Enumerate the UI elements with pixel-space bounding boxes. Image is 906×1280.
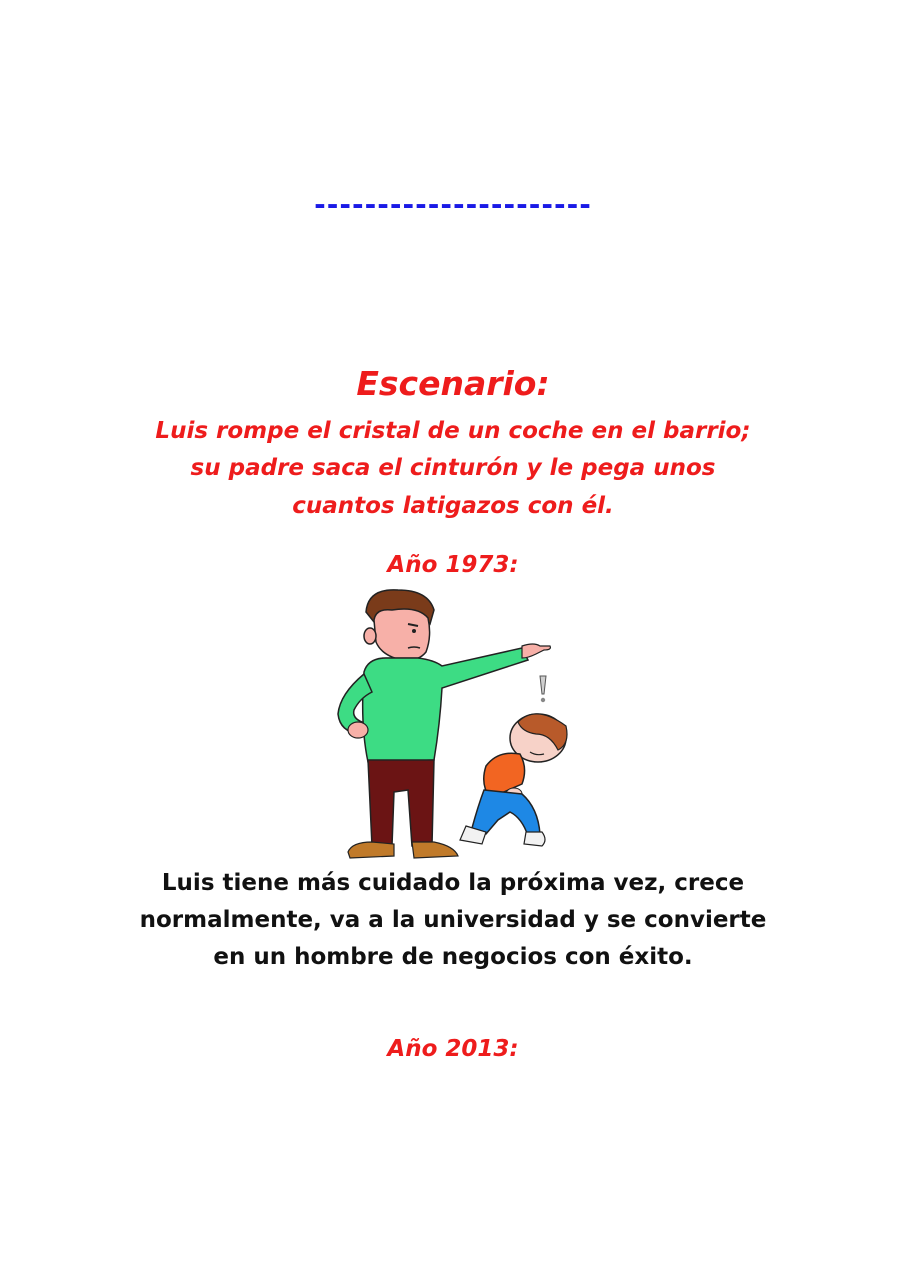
scenario-line-3: cuantos latigazos con él.	[292, 493, 614, 519]
year-1973-heading: Año 1973:	[387, 552, 519, 578]
exclamation-mark-icon	[540, 676, 546, 702]
outcome-line-2: normalmente, va a la universidad y se convierte	[139, 907, 767, 933]
scenario-title: Escenario:	[356, 364, 550, 403]
boy-figure	[460, 714, 567, 846]
year-2013-heading: Año 2013:	[387, 1036, 519, 1062]
scenario-line-2: su padre saca el cinturón y le pega unos	[190, 455, 716, 481]
father-scolding-boy-illustration	[322, 584, 578, 866]
separator-line: ----------------------	[314, 188, 592, 221]
scenario-line-1: Luis rompe el cristal de un coche en el barrio;	[155, 418, 751, 444]
outcome-line-3: en un hombre de negocios con éxito.	[213, 944, 693, 970]
outcome-line-1: Luis tiene más cuidado la próxima vez, crece	[161, 870, 745, 896]
